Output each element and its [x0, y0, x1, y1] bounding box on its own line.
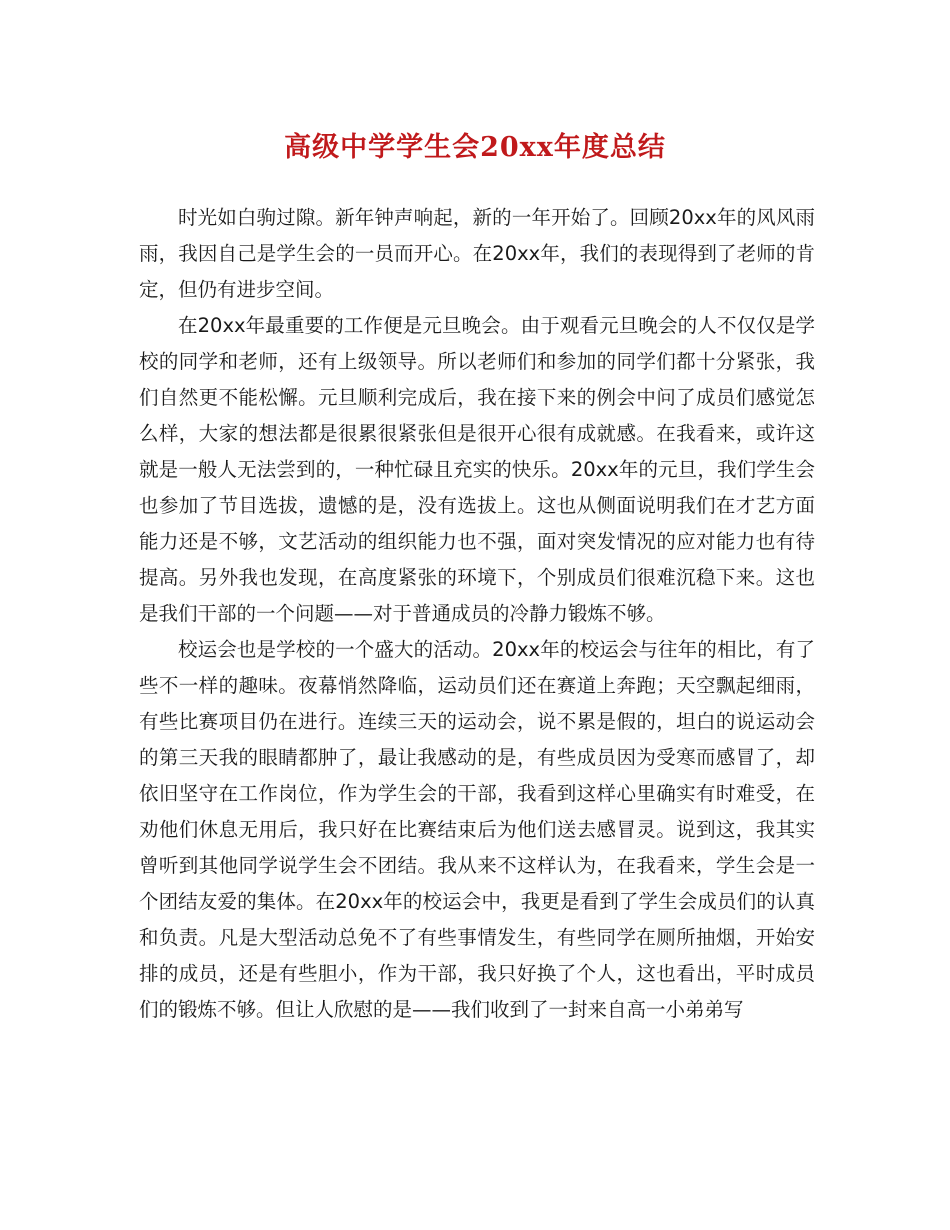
paragraph-1: 时光如白驹过隙。新年钟声响起，新的一年开始了。回顾20xx年的风风雨雨，我因自己是学生会的一员而开心。在20xx年，我们的表现得到了老师的肯定，但仍有进步空间。 [139, 206, 815, 301]
paragraph-2: 在20xx年最重要的工作便是元旦晚会。由于观看元旦晚会的人不仅仅是学校的同学和老师，还有上级领导。所以老师们和参加的同学们都十分紧张，我们自然更不能松懈。元旦顺利完成后，我在接下来的例会中问了成员们感觉怎么样，大家的想法都是很累很紧张但是很开心很有成就感。在我看来，或许这就是一般人无法尝到的，一种忙碌且充实的快乐。20xx年的元旦，我们学生会也参加了节目选拔，遗憾的是，没有选拔上。这也从侧面说明我们在才艺方面能力还是不够，文艺活动的组织能力也不强，面对突发情况的应对能力也有待提高。另外我也发现，在高度紧张的环境下，个别成员们很难沉稳下来。这也是我们干部的一个问题——对于普通成员的冷静力锻炼不够。 [139, 314, 815, 625]
paragraph-3: 校运会也是学校的一个盛大的活动。20xx年的校运会与往年的相比，有了些不一样的趣味。夜幕悄然降临，运动员们还在赛道上奔跑；天空飘起细雨，有些比赛项目仍在进行。连续三天的运动会，说不累是假的，坦白的说运动会的第三天我的眼睛都肿了，最让我感动的是，有些成员因为受寒而感冒了，却依旧坚守在工作岗位，作为学生会的干部，我看到这样心里确实有时难受，在劝他们休息无用后，我只好在比赛结束后为他们送去感冒灵。说到这，我其实曾听到其他同学说学生会不团结。我从来不这样认为，在我看来，学生会是一个团结友爱的集体。在20xx年的校运会中，我更是看到了学生会成员们的认真和负责。凡是大型活动总免不了有些事情发生，有些同学在厕所抽烟，开始安排的成员，还是有些胆小，作为干部，我只好换了个人，这也看出，平时成员们的锻炼不够。但让人欣慰的是——我们收到了一封来自高一小弟弟写 [139, 638, 815, 1021]
document-body [139, 200, 815, 1028]
document-title: 高级中学学生会20xx年度总结 [284, 132, 666, 163]
